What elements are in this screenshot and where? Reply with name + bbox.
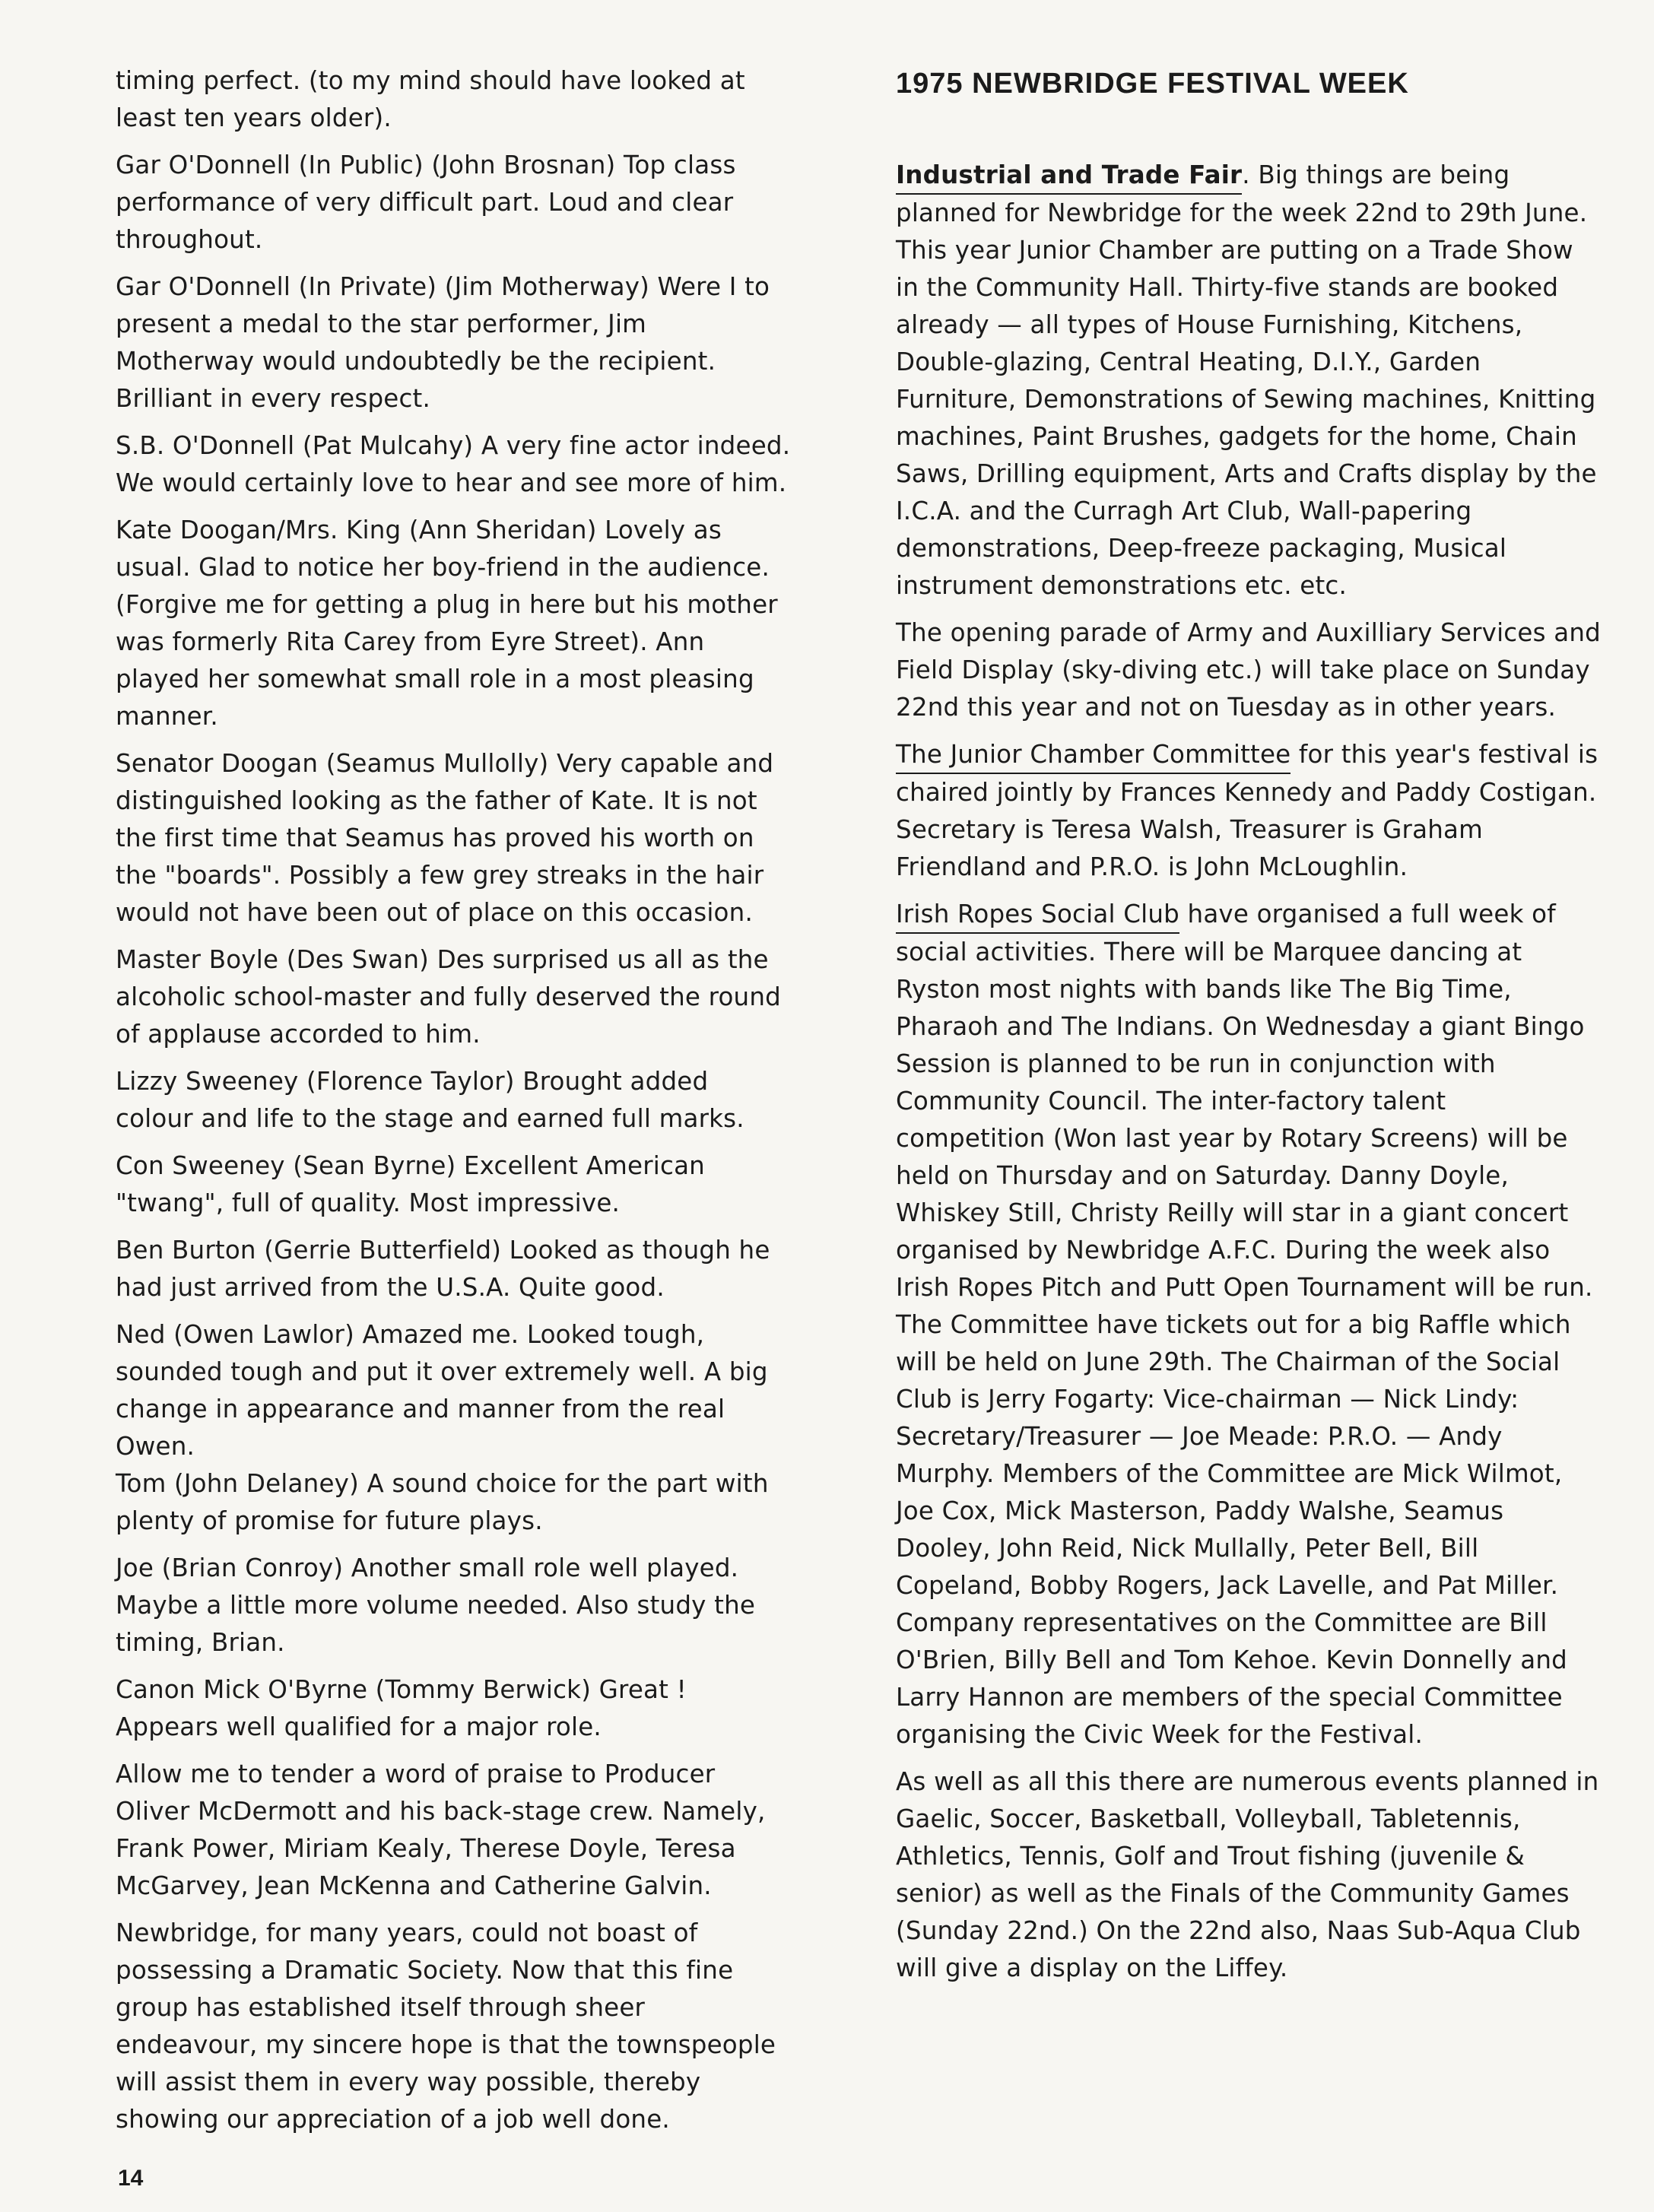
page-number: 14 (118, 2166, 144, 2191)
review-paragraph: Senator Doogan (Seamus Mullolly) Very capable and distinguished looking as the father of Kate. It is not the first time that Seamus has proved his worth on the "boards". Possibly a few grey streaks in the hair would not have been out of place on this occasion. (116, 749, 774, 927)
company-reps-paragraph: Company representatives on the Committee are Bill O'Brien, Billy Bell and Tom Kehoe. Kevin Donnelly and Larry Hannon are members of the special Committee organising the Civic Week for the Festival. (896, 1608, 1567, 1749)
review-paragraph: Joe (Brian Conroy) Another small role well played. Maybe a little more volume needed. Also study the timing, Brian. (116, 1553, 756, 1657)
irish-ropes-title: Irish Ropes Social Club (896, 897, 1179, 934)
trade-fair-paragraph (896, 157, 1603, 605)
review-paragraph: timing perfect. (to my mind should have looked at least ten years older). (116, 66, 745, 132)
irish-ropes-text: have organised a full week of social activities. There will be Marquee dancing at Ryston most nights with bands like The Big Time, Pharaoh and The Indians. On Wednesday a giant Bingo Session is planned to be run in conjunction with Community Council. The inter-factory talent competition (Won last year by Rotary Screens) will be held on Thursday and on Saturday. Danny Doyle, Whiskey Still, Christy Reilly will star in a giant concert organised by Newbridge A.F.C. During the week also Irish Ropes Pitch and Putt Open Tournament will be run. The Committee have tickets out for a big Raffle which will be held on June 29th. The Chairman of the Social Club is Jerry Fogarty: Vice-chairman — Nick Lindy: Secretary/Treasurer — Joe Meade: P.R.O. — Andy Murphy. Members of the Committee are Mick Wilmot, Joe Cox, Mick Masterson, Paddy Walshe, Seamus Dooley, John Reid, Nick Mullally, Peter Bell, Bill Copeland, Bobby Rogers, Jack Lavelle, and Pat Miller. (896, 900, 1593, 1600)
junior-chamber-paragraph (896, 736, 1603, 886)
review-paragraph: S.B. O'Donnell (Pat Mulcahy) A very fine actor indeed. We would certainly love to hear and see more of him. (116, 431, 791, 497)
review-paragraph: Ned (Owen Lawlor) Amazed me. Looked tough, sounded tough and put it over extremely well. A big change in appearance and manner from the real Owen. (116, 1320, 768, 1461)
junior-chamber-title: The Junior Chamber Committee (896, 738, 1291, 774)
review-paragraph: Newbridge, for many years, could not boast of possessing a Dramatic Society. Now that this fine group has established itself through sheer endeavour, my sincere hope is that the townspeople will assist them in every way possible, thereby showing our appreciation of a job well done. (116, 1918, 776, 2134)
review-paragraph: Kate Doogan/Mrs. King (Ann Sheridan) Lovely as usual. Glad to notice her boy-friend in the audience. (Forgive me for getting a plug in here but his mother was formerly Rita Carey from Eyre Street). Ann played her somewhat small role in a most pleasing manner. (116, 516, 778, 731)
review-paragraph: Allow me to tender a word of praise to Producer Oliver McDermott and his back-stage crew. Namely, Frank Power, Miriam Kealy, Therese Doyle, Teresa McGarvey, Jean McKenna and Catherine Galvin. (116, 1760, 766, 1900)
trade-fair-title: Industrial and Trade Fair (896, 158, 1242, 195)
opening-parade-paragraph: The opening parade of Army and Auxilliary Services and Field Display (sky-diving etc.) will take place on Sunday 22nd this year and not on Tuesday as in other years. (896, 618, 1601, 722)
trade-fair-text: . Big things are being planned for Newbridge for the week 22nd to 29th June. This year Junior Chamber are putting on a Trade Show in the Community Hall. Thirty-five stands are booked already — all types of House Furnishing, Kitchens, Double-glazing, Central Heating, D.I.Y., Garden Furniture, Demonstrations of Sewing machines, Knitting machines, Paint Brushes, gadgets for the home, Chain Saws, Drilling equipment, Arts and Crafts display by the I.C.A. and the Curragh Art Club, Wall-papering demonstrations, Deep-freeze packaging, Musical instrument demonstrations etc. etc. (896, 160, 1597, 600)
review-paragraph: Ben Burton (Gerrie Butterfield) Looked as though he had just arrived from the U.S.A. Quite good. (116, 1236, 770, 1302)
irish-ropes-paragraph (896, 896, 1603, 1604)
review-paragraph: Canon Mick O'Byrne (Tommy Berwick) Great ! Appears well qualified for a major role. (116, 1675, 687, 1741)
review-paragraph: Gar O'Donnell (In Public) (John Brosnan) Top class performance of very difficult part. Loud and clear throughout. (116, 151, 736, 254)
review-paragraph: Lizzy Sweeney (Florence Taylor) Brought added colour and life to the stage and earned full marks. (116, 1067, 744, 1133)
right-column (896, 62, 1603, 1997)
review-paragraph: Tom (John Delaney) A sound choice for the part with plenty of promise for future plays. (116, 1469, 769, 1535)
left-column (116, 62, 792, 2148)
section-heading: 1975 NEWBRIDGE FESTIVAL WEEK (896, 68, 1409, 100)
junior-chamber-text: for this year's festival is chaired jointly by Frances Kennedy and Paddy Costigan. Secretary is Teresa Walsh, Treasurer is Graham Friendland and P.R.O. is John McLoughlin. (896, 740, 1598, 881)
review-paragraph: Con Sweeney (Sean Byrne) Excellent American "twang", full of quality. Most impressive. (116, 1151, 705, 1217)
review-paragraph: Gar O'Donnell (In Private) (Jim Motherway) Were I to present a medal to the star performer, Jim Motherway would undoubtedly be the recipient. Brilliant in every respect. (116, 272, 770, 413)
other-events-paragraph: As well as all this there are numerous events planned in Gaelic, Soccer, Basketball, Volleyball, Tabletennis, Athletics, Tennis, Golf and Trout fishing (juvenile & senior) as well as the Finals of the Community Games (Sunday 22nd.) On the 22nd also, Naas Sub-Aqua Club will give a display on the Liffey. (896, 1767, 1599, 1982)
review-paragraph: Master Boyle (Des Swan) Des surprised us all as the alcoholic school-master and fully deserved the round of applause accorded to him. (116, 945, 781, 1049)
